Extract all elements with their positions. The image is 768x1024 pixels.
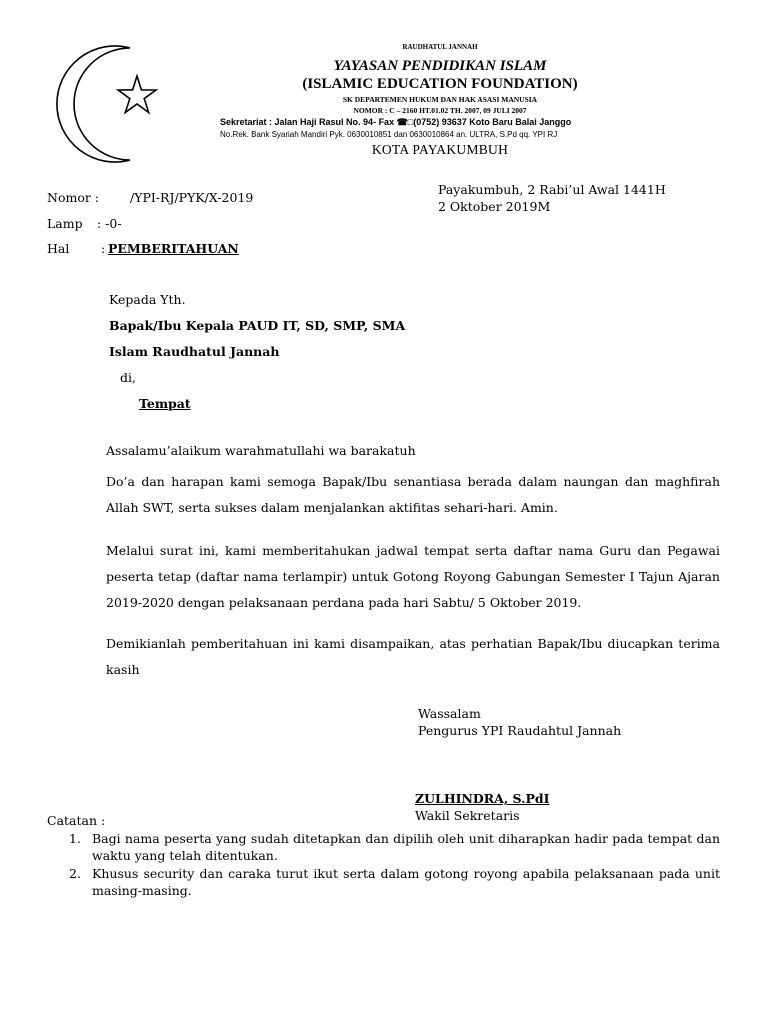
hal-label: Hal bbox=[47, 241, 70, 256]
pengurus: Pengurus YPI Raudahtul Jannah bbox=[418, 723, 622, 738]
nomor-label: Nomor : bbox=[47, 190, 100, 205]
paragraph-1: Do’a dan harapan kami semoga Bapak/Ibu senantiasa berada dalam naungan dan maghfirah Allah SWT, serta sukses dalam menjalankan aktifitas sehari-hari. Amin. bbox=[106, 474, 720, 515]
paragraph-2: Melalui surat ini, kami memberitahukan jadwal tempat serta daftar nama Guru dan Pegawai peserta tetap (daftar nama terlampir) untuk Gotong Royong Gabungan Semester I Tajun Ajaran 2019-2020 dengan pelaksanaan perdana pada hari Sabtu/ 5 Oktober 2019. bbox=[106, 543, 720, 610]
note-number: 1. bbox=[69, 831, 81, 846]
hal-value: PEMBERITAHUAN bbox=[108, 241, 239, 256]
notes-title: Catatan : bbox=[47, 813, 106, 828]
date-masehi: 2 Oktober 2019M bbox=[438, 199, 551, 214]
note-number: 2. bbox=[69, 866, 81, 881]
note-text: Khusus security dan caraka turut ikut serta dalam gotong royong apabila pelaksanaan pada unit masing-masing. bbox=[92, 866, 720, 898]
note-item bbox=[47, 865, 720, 899]
signer-title: Wakil Sekretaris bbox=[415, 808, 520, 823]
note-text: Bagi nama peserta yang sudah ditetapkan dan dipilih oleh unit diharapkan hadir pada tempat dan waktu yang telah ditentukan. bbox=[92, 831, 720, 863]
di-label: di, bbox=[120, 370, 136, 385]
kepada-yth: Kepada Yth. bbox=[109, 292, 186, 307]
lamp-label: Lamp bbox=[47, 216, 83, 231]
tempat-label: Tempat bbox=[139, 396, 191, 411]
hal-colon: : bbox=[101, 241, 106, 256]
note-item bbox=[47, 830, 720, 864]
salam-opening: Assalamu’alaikum warahmatullahi wa barakatuh bbox=[106, 443, 416, 458]
sk-line: SK DEPARTEMEN HUKUM DAN HAK ASASI MANUSIA bbox=[342, 95, 538, 104]
sekretariat-address: Sekretariat : Jalan Haji Rasul No. 94- Fax ☎□(0752) 93637 Koto Baru Balai Janggo bbox=[220, 117, 572, 127]
city-name: KOTA PAYAKUMBUH bbox=[371, 142, 509, 157]
notes-list bbox=[47, 830, 720, 900]
yayasan-name: YAYASAN PENDIDIKAN ISLAM bbox=[333, 58, 547, 74]
sk-number: NOMOR : C – 2160 HT.01.02 TH. 2007, 09 JULI 2007 bbox=[353, 106, 527, 115]
date-hijri: Payakumbuh, 2 Rabi’ul Awal 1441H bbox=[438, 182, 666, 197]
signer-name: ZULHINDRA, S.PdI bbox=[415, 791, 550, 806]
recipient-line-1: Bapak/Ibu Kepala PAUD IT, SD, SMP, SMA bbox=[109, 318, 406, 333]
org-name-small: RAUDHATUL JANNAH bbox=[402, 43, 478, 51]
paragraph-3: Demikianlah pemberitahuan ini kami disampaikan, atas perhatian Bapak/Ibu diucapkan terima kasih bbox=[106, 636, 720, 677]
bank-account-line: No.Rek. Bank Syariah Mandiri Pyk. 0630010851 dan 0630010864 an. ULTRA, S.Pd qq. YPI RJ bbox=[220, 130, 558, 139]
crescent-star-logo bbox=[52, 40, 170, 168]
foundation-name: (ISLAMIC EDUCATION FOUNDATION) bbox=[302, 76, 578, 92]
recipient-line-2: Islam Raudhatul Jannah bbox=[109, 344, 280, 359]
lamp-value: : -0- bbox=[97, 216, 122, 231]
nomor-value: /YPI-RJ/PYK/X-2019 bbox=[130, 190, 254, 205]
wassalam: Wassalam bbox=[418, 706, 481, 721]
